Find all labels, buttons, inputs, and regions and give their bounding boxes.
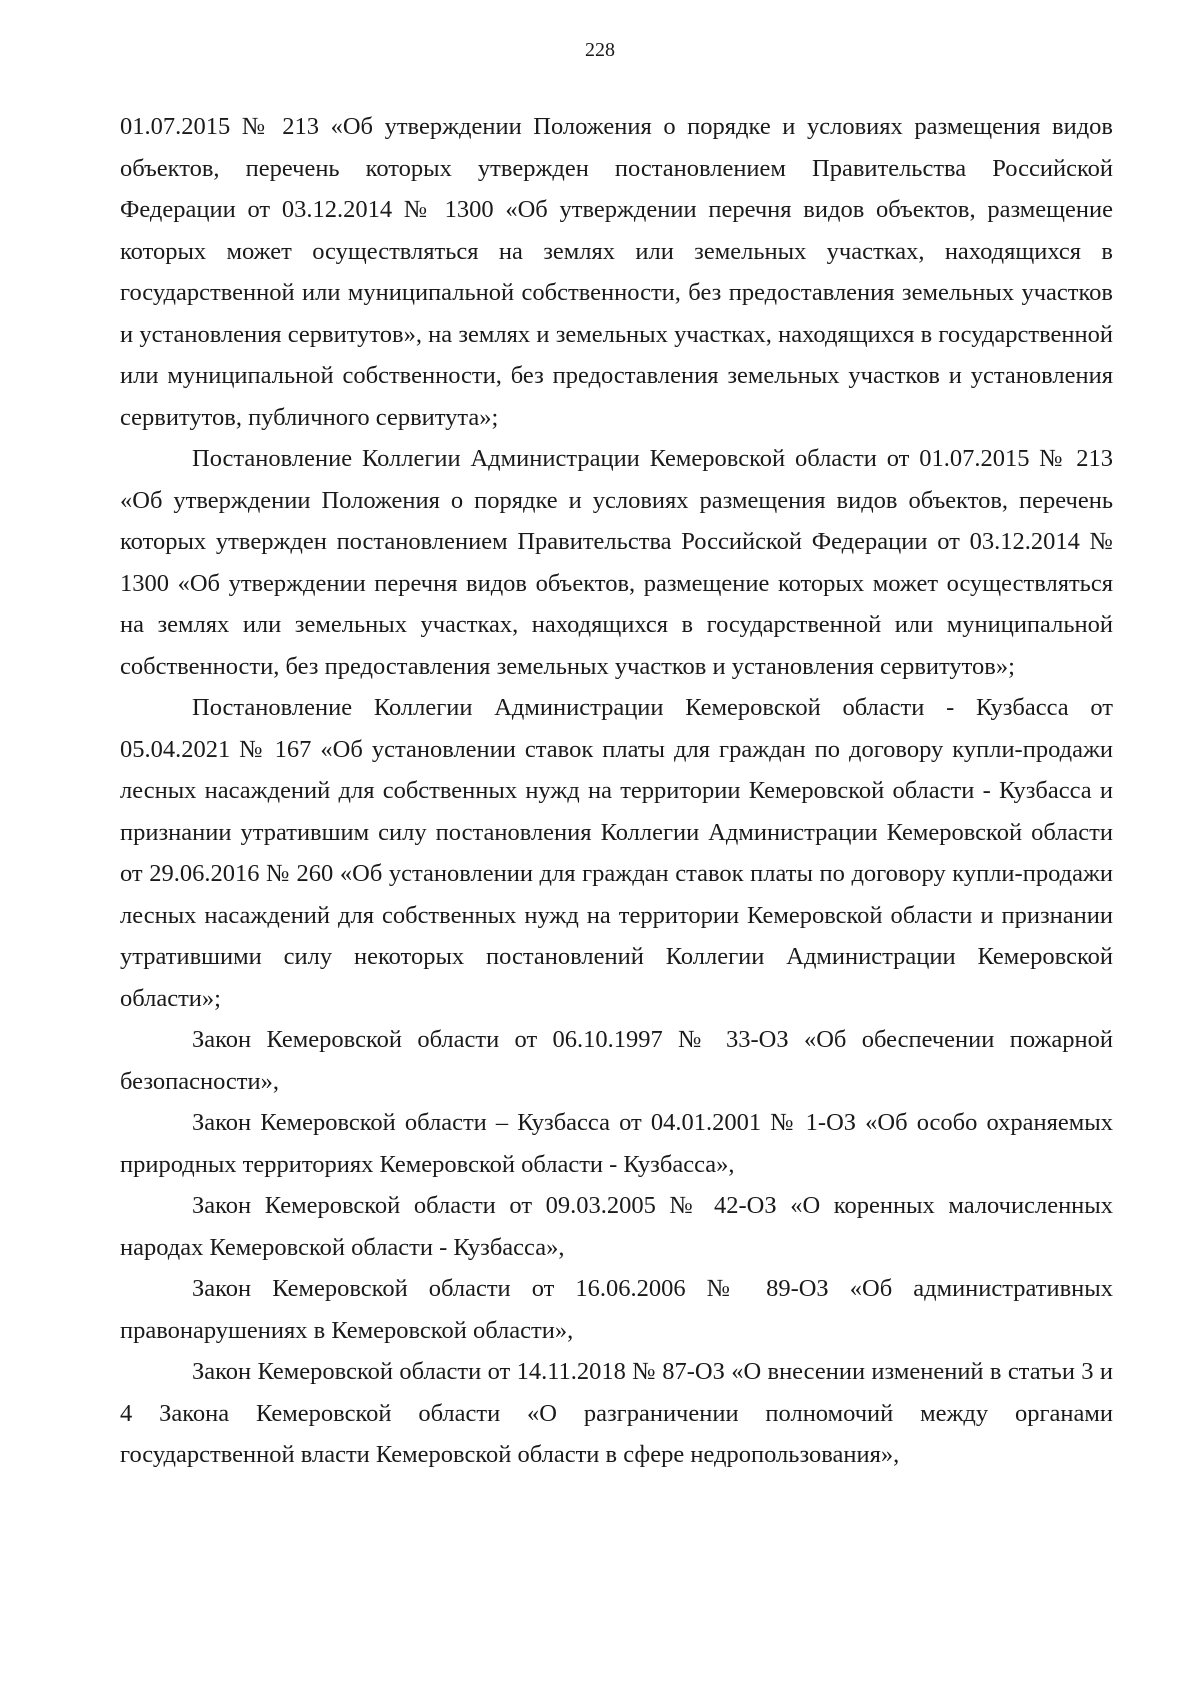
paragraph-zakon-89-oz: Закон Кемеровской области от 16.06.2006 № 89-ОЗ «Об административных правонарушениях в Кемеровской области», [120,1275,1113,1344]
page-number: 228 [585,39,615,61]
paragraph-zakon-1-oz: Закон Кемеровской области – Кузбасса от 04.01.2001 № 1-ОЗ «Об особо охраняемых природных территориях Кемеровской области - Кузбасса», [120,1109,1113,1178]
paragraph-zakon-87-oz: Закон Кемеровской области от 14.11.2018 № 87-ОЗ «О внесении изменений в статьи 3 и 4 Закона Кемеровской области «О разграничении полномочий между органами государственной власти Кемеровской области в сфере недропользования», [120,1358,1113,1468]
paragraph-postanovlenie-213: Постановление Коллегии Администрации Кемеровской области от 01.07.2015 № 213 «Об утверждении Положения о порядке и условиях размещения видов объектов, перечень которых утвержден постановлением Правительства Российской Федерации от 03.12.2014 № 1300 «Об утверждении перечня видов объектов, размещение которых может осуществляться на землях или земельных участках, находящихся в государственной или муниципальной собственности, без предоставления земельных участков и установления сервитутов»; [120,445,1113,680]
paragraph-zakon-42-oz: Закон Кемеровской области от 09.03.2005 № 42-ОЗ «О коренных малочисленных народах Кемеровской области - Кузбасса», [120,1192,1113,1261]
paragraph-zakon-33-oz: Закон Кемеровской области от 06.10.1997 № 33-ОЗ «Об обеспечении пожарной безопасности», [120,1026,1113,1095]
paragraph-continuation: 01.07.2015 № 213 «Об утверждении Положения о порядке и условиях размещения видов объектов, перечень которых утвержден постановлением Правительства Российской Федерации от 03.12.2014 № 1300 «Об утверждении перечня видов объектов, размещение которых может осуществляться на землях или земельных участках, находящихся в государственной или муниципальной собственности, без предоставления земельных участков и установления сервитутов», на землях и земельных участках, находящихся в государственной или муниципальной собственности, без предоставления земельных участков и установления сервитутов, публичного сервитута»; [120,113,1113,431]
paragraph-postanovlenie-167: Постановление Коллегии Администрации Кемеровской области - Кузбасса от 05.04.2021 № 167 «Об установлении ставок платы для граждан по договору купли-продажи лесных насаждений для собственных нужд на территории Кемеровской области - Кузбасса и признании утратившим силу постановления Коллегии Администрации Кемеровской области от 29.06.2016 № 260 «Об установлении для граждан ставок платы по договору купли-продажи лесных насаждений для собственных нужд на территории Кемеровской области и признании утратившими силу некоторых постановлений Коллегии Администрации Кемеровской области»; [120,694,1113,1012]
document-body [120,106,1113,1476]
